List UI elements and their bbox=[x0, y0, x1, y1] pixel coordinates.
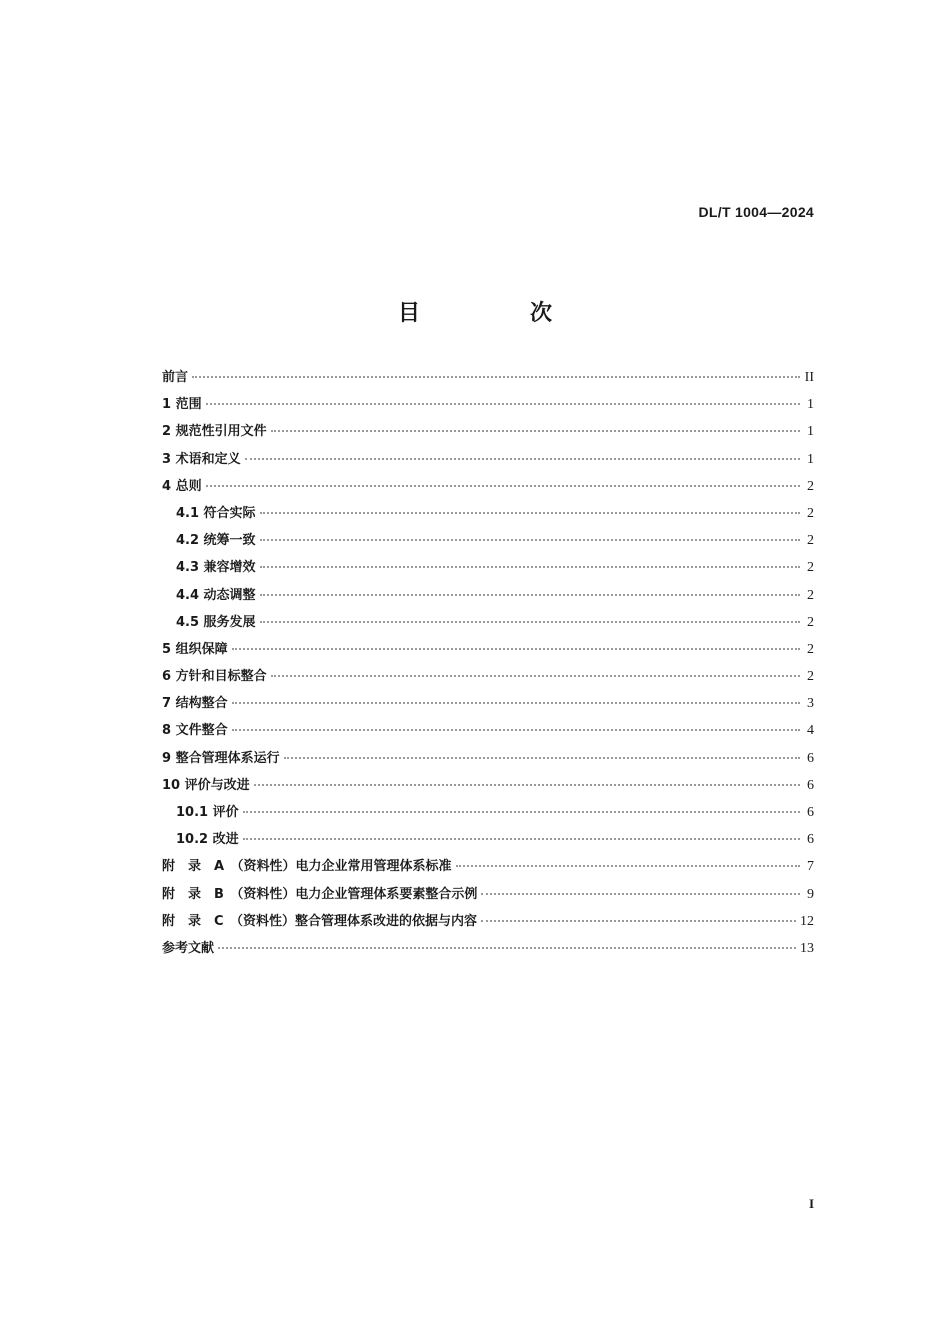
toc-entry-page: 2 bbox=[807, 505, 814, 521]
toc-entry-page: 2 bbox=[807, 587, 814, 603]
toc-entry-page: II bbox=[804, 370, 814, 385]
toc-entry-label: 10.1 评价 bbox=[176, 805, 239, 820]
toc-entry[interactable] bbox=[162, 853, 814, 880]
toc-entry-page: 2 bbox=[807, 614, 814, 630]
toc-leader-dots bbox=[260, 620, 800, 623]
toc-leader-dots bbox=[284, 756, 800, 759]
toc-entry-label: 1 范围 bbox=[162, 397, 202, 413]
toc-entry[interactable] bbox=[162, 881, 814, 908]
toc-entry-label: 8 文件整合 bbox=[162, 723, 228, 739]
toc-entry[interactable] bbox=[162, 745, 814, 772]
toc-leader-dots bbox=[243, 810, 800, 813]
toc-entry[interactable] bbox=[162, 609, 814, 636]
toc-leader-dots bbox=[260, 511, 800, 514]
toc-entry[interactable] bbox=[162, 473, 814, 500]
toc-leader-dots bbox=[243, 837, 800, 840]
toc-entry[interactable] bbox=[162, 908, 814, 935]
toc-entry[interactable] bbox=[162, 935, 814, 962]
toc-entry-page: 1 bbox=[807, 451, 814, 467]
toc-entry-label: 4.3 兼容增效 bbox=[176, 560, 256, 576]
toc-leader-dots bbox=[481, 892, 800, 895]
toc-entry-page: 13 bbox=[800, 940, 814, 956]
toc-entry-label: 3 术语和定义 bbox=[162, 451, 241, 467]
toc-entry[interactable] bbox=[162, 799, 814, 826]
toc-entry[interactable] bbox=[162, 446, 814, 473]
toc-entry-label: 4.4 动态调整 bbox=[176, 587, 256, 603]
toc-entry[interactable] bbox=[162, 364, 814, 391]
toc-leader-dots bbox=[254, 783, 800, 786]
toc-entry-page: 1 bbox=[807, 424, 814, 440]
toc-entry-page: 12 bbox=[800, 913, 814, 929]
toc-leader-dots bbox=[206, 484, 800, 487]
toc-entry-page: 2 bbox=[807, 533, 814, 549]
toc-leader-dots bbox=[206, 402, 800, 405]
toc-entry-page: 7 bbox=[807, 859, 814, 875]
toc-entry-page: 6 bbox=[807, 805, 814, 820]
toc-entry-page: 6 bbox=[807, 750, 814, 766]
toc-entry-page: 1 bbox=[807, 397, 814, 413]
toc-entry-label: 参考文献 bbox=[162, 940, 215, 956]
toc-leader-dots bbox=[232, 701, 800, 704]
toc-entry-page: 3 bbox=[807, 696, 814, 712]
toc-entry[interactable] bbox=[162, 418, 814, 445]
table-of-contents bbox=[162, 364, 814, 962]
toc-leader-dots bbox=[260, 538, 800, 541]
toc-entry-label: 附 录 A （资料性）电力企业常用管理体系标准 bbox=[162, 859, 452, 875]
toc-entry-label: 10 评价与改进 bbox=[162, 777, 250, 793]
toc-entry-label: 4.2 统筹一致 bbox=[176, 533, 256, 549]
toc-entry[interactable] bbox=[162, 772, 814, 799]
toc-leader-dots bbox=[456, 864, 800, 867]
toc-leader-dots bbox=[271, 429, 800, 432]
toc-entry-label: 前言 bbox=[162, 370, 189, 385]
toc-leader-dots bbox=[260, 593, 800, 596]
toc-entry-page: 2 bbox=[807, 478, 814, 494]
toc-leader-dots bbox=[192, 375, 800, 378]
toc-entry-label: 5 组织保障 bbox=[162, 641, 228, 657]
toc-entry-label: 附 录 C （资料性）整合管理体系改进的依据与内容 bbox=[162, 913, 478, 929]
toc-entry-label: 6 方针和目标整合 bbox=[162, 669, 267, 685]
toc-entry-label: 4.1 符合实际 bbox=[176, 505, 256, 521]
toc-entry-label: 9 整合管理体系运行 bbox=[162, 750, 280, 766]
toc-entry[interactable] bbox=[162, 527, 814, 554]
toc-leader-dots bbox=[245, 457, 800, 460]
toc-leader-dots bbox=[260, 565, 800, 568]
toc-entry[interactable] bbox=[162, 636, 814, 663]
toc-entry[interactable] bbox=[162, 690, 814, 717]
toc-entry[interactable] bbox=[162, 717, 814, 744]
toc-entry-page: 2 bbox=[807, 669, 814, 685]
toc-leader-dots bbox=[271, 674, 800, 677]
page-number: I bbox=[808, 1196, 814, 1211]
toc-entry[interactable] bbox=[162, 663, 814, 690]
toc-entry-page: 6 bbox=[807, 832, 814, 848]
page-title: 目 次 bbox=[397, 301, 596, 326]
toc-entry-label: 附 录 B （资料性）电力企业管理体系要素整合示例 bbox=[162, 886, 478, 902]
toc-entry[interactable] bbox=[162, 391, 814, 418]
toc-entry-label: 7 结构整合 bbox=[162, 696, 228, 712]
document-code: DL/T 1004—2024 bbox=[698, 204, 814, 220]
toc-entry-page: 2 bbox=[807, 641, 814, 657]
toc-entry-page: 4 bbox=[807, 723, 814, 739]
toc-entry[interactable] bbox=[162, 582, 814, 609]
toc-entry-page: 6 bbox=[807, 777, 814, 793]
toc-entry[interactable] bbox=[162, 554, 814, 581]
toc-entry-label: 2 规范性引用文件 bbox=[162, 424, 267, 440]
toc-entry[interactable] bbox=[162, 826, 814, 853]
toc-leader-dots bbox=[232, 647, 800, 650]
toc-leader-dots bbox=[481, 919, 796, 922]
toc-entry-label: 4 总则 bbox=[162, 478, 202, 494]
toc-leader-dots bbox=[232, 728, 800, 731]
toc-entry[interactable] bbox=[162, 500, 814, 527]
toc-entry-label: 10.2 改进 bbox=[176, 832, 239, 848]
toc-leader-dots bbox=[218, 946, 796, 949]
toc-entry-page: 2 bbox=[807, 560, 814, 576]
toc-entry-page: 9 bbox=[807, 886, 814, 902]
toc-entry-label: 4.5 服务发展 bbox=[176, 614, 256, 630]
